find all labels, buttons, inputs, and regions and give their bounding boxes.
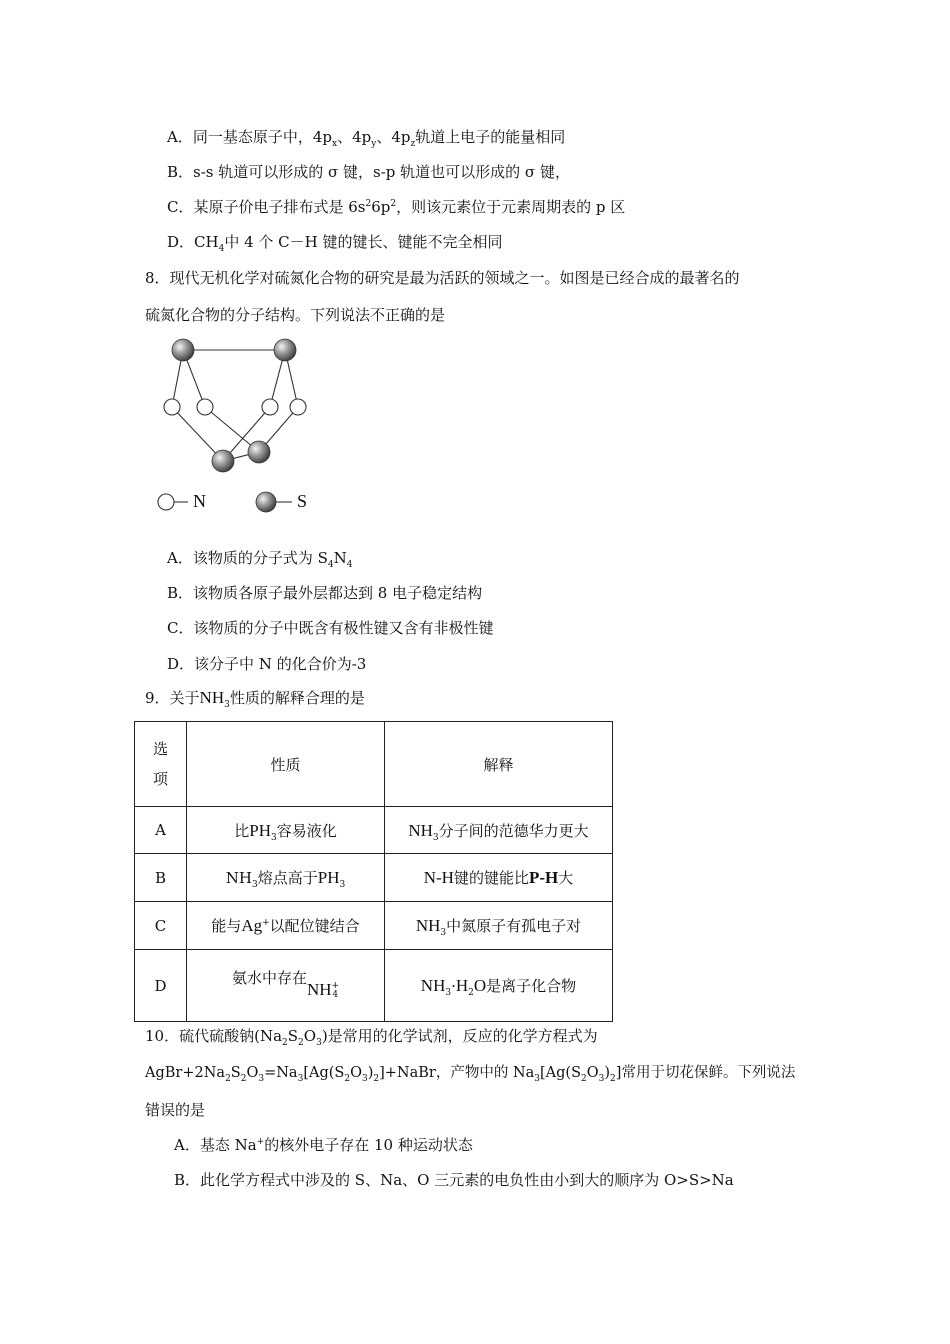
q7-option-c: C．某原子价电子排布式是 $6s^26p^2$，则该元素位于元素周期表的 p 区 bbox=[167, 198, 626, 216]
legend-s-label: S bbox=[297, 491, 308, 511]
q8-option-d: D．该分子中 N 的化合价为-3 bbox=[167, 655, 367, 673]
q8-stem-line2: 硫氮化合物的分子结构。下列说法不正确的是 bbox=[145, 306, 446, 324]
q10-option-a: A．基态 Na+的核外电子存在 10 种运动状态 bbox=[174, 1136, 473, 1154]
q7-option-b: B．s-s 轨道可以形成的 σ 键，s-p 轨道也可以形成的 σ 键， bbox=[167, 163, 570, 181]
table-row bbox=[135, 902, 613, 950]
q10-stem-line3: 错误的是 bbox=[145, 1101, 206, 1119]
row-explanation: $NH_3$分子间的范德华力更大 bbox=[385, 807, 613, 854]
row-option: B bbox=[135, 854, 187, 902]
q10-option-b: B．此化学方程式中涉及的 S、Na、O 三元素的电负性由小到大的顺序为 O>S>Na bbox=[174, 1171, 734, 1189]
row-explanation: N-H键的键能比P-H大 bbox=[385, 854, 613, 902]
legend-n-label: N bbox=[193, 491, 206, 511]
q9-stem: 9．关于$NH_3$性质的解释合理的是 bbox=[145, 688, 365, 710]
row-option: D bbox=[135, 950, 187, 1022]
legend-n-symbol bbox=[158, 494, 174, 510]
q9-table bbox=[134, 721, 613, 1022]
q8-option-c: C．该物质的分子中既含有极性键又含有非极性键 bbox=[167, 619, 494, 637]
header-property: 性质 bbox=[187, 722, 385, 807]
q7-option-d: D．$CH_4$中 4 个 C－H 键的键长、键能不完全相同 bbox=[167, 233, 503, 254]
row-explanation: $NH_3$中氮原子有孤电子对 bbox=[385, 902, 613, 950]
nitrogen-atoms bbox=[164, 399, 306, 415]
legend-s-symbol bbox=[256, 492, 276, 512]
q10-stem-line1: 10．硫代硫酸钠$(Na_2S_2O_3)$是常用的化学试剂，反应的化学方程式为 bbox=[145, 1027, 598, 1048]
table-row bbox=[135, 950, 613, 1022]
q8-option-a: A．该物质的分子式为 $S_4N_4$ bbox=[167, 549, 353, 570]
table-row bbox=[135, 854, 613, 902]
row-property: $NH_3$熔点高于$PH_3$ bbox=[187, 854, 385, 902]
row-explanation: $NH_3\cdot H_2O$是离子化合物 bbox=[385, 950, 613, 1022]
row-property: 比$PH_3$容易液化 bbox=[187, 807, 385, 854]
row-option: C bbox=[135, 902, 187, 950]
table-row bbox=[135, 807, 613, 854]
q8-option-b: B．该物质各原子最外层都达到 8 电子稳定结构 bbox=[167, 584, 483, 602]
header-option: 选 项 bbox=[135, 722, 187, 807]
row-property: 能与Ag+以配位键结合 bbox=[187, 902, 385, 950]
row-property: 氨水中存在NH+ 4 bbox=[187, 950, 385, 1022]
header-explanation: 解释 bbox=[385, 722, 613, 807]
table-header-row bbox=[135, 722, 613, 807]
q10-stem-line2: $AgBr+2Na_2S_2O_3=Na_3[Ag(S_2O_3)_2]+NaBr$，产物中的 $Na_3[Ag(S_2O_3)_2]$常用于切花保鲜。下列说法 bbox=[145, 1065, 796, 1084]
q8-stem-line1: 8．现代无机化学对硫氮化合物的研究是最为活跃的领域之一。如图是已经合成的最著名的 bbox=[145, 269, 740, 287]
q7-option-a: A．同一基态原子中，$4p_x$、$4p_y$、$4p_z$轨道上电子的能量相同 bbox=[167, 128, 566, 149]
row-option: A bbox=[135, 807, 187, 854]
